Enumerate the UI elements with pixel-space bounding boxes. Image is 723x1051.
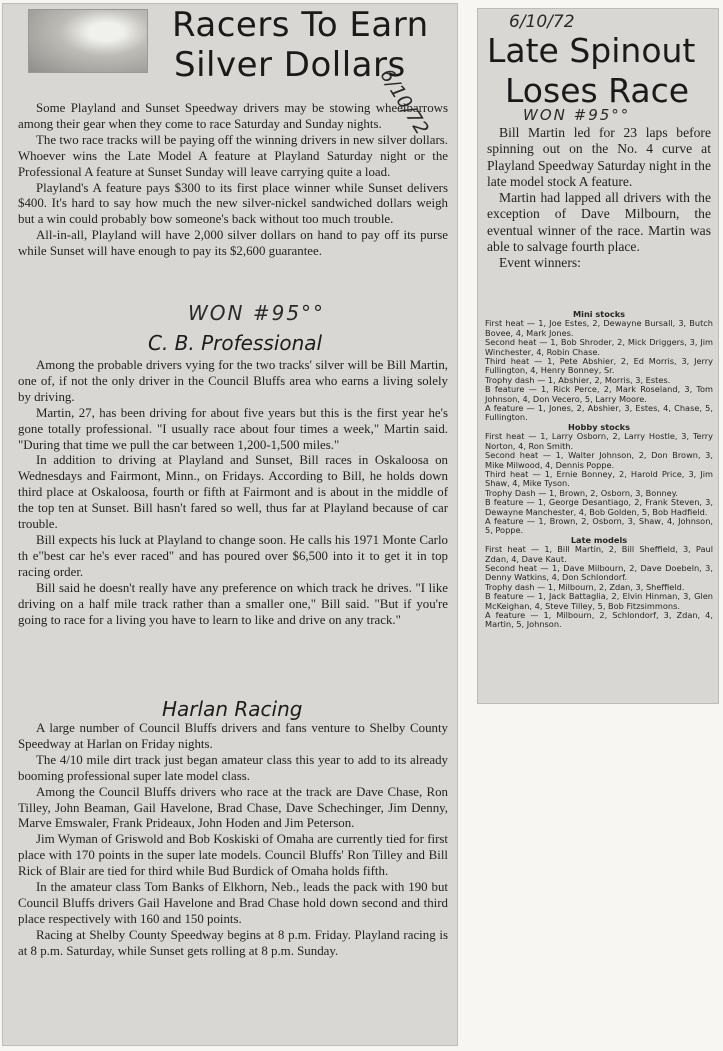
right-headline-line1: Late Spinout (487, 31, 696, 70)
result-line: A feature — 1, Milbourn, 2, Schlondorf, 3, Zdan, 4, Martin, 5, Johnson. (485, 610, 713, 630)
result-line: Third heat — 1, Pete Abshier, 2, Ed Morris, 3, Jerry Fullington, 4, Henry Bonney, Sr. (485, 356, 713, 376)
left-body-section-3 (18, 721, 448, 960)
paragraph: The 4/10 mile dirt track just began amateur class this year to add to its already booming professional super late model class. (18, 752, 448, 783)
right-handwritten-date: 6/10/72 (509, 12, 575, 32)
left-article-clipping (2, 3, 458, 1046)
paragraph: In addition to driving at Playland and Sunset, Bill races in Oskaloosa on Wednesdays and Fairmont, Minn., on Fridays. According to Bill, he holds down third place at Oskaloosa, fourth or fifth at Fairmont and is about in the middle of the top ten at Sunset. Bill hasn't fared so well, thus far at Playland because of car trouble. (18, 453, 448, 532)
paragraph: Some Playland and Sunset Speedway drivers may be stowing wheelbarrows among their gear when they come to race Saturday and Sunday nights. (18, 101, 448, 131)
paragraph: Event winners: (499, 255, 581, 271)
result-line: Trophy Dash — 1, Brown, 2, Osborn, 3, Bonney. (485, 487, 678, 498)
result-line: Second heat — 1, Walter Johnson, 2, Don Brown, 3, Mike Milwood, 4, Dennis Poppe. (485, 450, 713, 470)
result-line: B feature — 1, Rick Perce, 2, Mark Roseland, 3, Tom Johnson, 4, Don Vecero, 5, Larry Moore. (485, 384, 713, 404)
paragraph: In the amateur class Tom Banks of Elkhorn, Neb., leads the pack with 190 but Council Bluffs drivers Gail Havelone and Brad Chase hold down second and third place respectively with 160 and 150 points. (18, 880, 448, 926)
paragraph: Among the probable drivers vying for the two tracks' silver will be Bill Martin, one of, if not the only driver in the Council Bluffs area who earns a living solely by driving. (18, 358, 448, 404)
paragraph: Racing at Shelby County Speedway begins at 8 p.m. Friday. Playland racing is at 8 p.m. Saturday, while Sunset gets rolling at 8 p.m. Sunday. (18, 927, 448, 958)
left-body-section-1 (18, 101, 448, 260)
result-line: Trophy dash — 1, Abshier, 2, Morris, 3, Estes. (485, 374, 671, 385)
result-line: First heat — 1, Larry Osborn, 2, Larry Hostle, 3, Terry Norton, 4, Ron Smith. (485, 431, 713, 451)
subhead-harlan-racing: Harlan Racing (162, 697, 303, 721)
result-line: Second heat — 1, Bob Shroder, 2, Mick Driggers, 3, Jim Winchester, 4, Robin Chase. (485, 337, 713, 357)
result-line: A feature — 1, Jones, 2, Abshier, 3, Estes, 4, Chase, 5, Fullington. (485, 403, 713, 423)
paragraph: Martin had lapped all drivers with the exception of Dave Milbourn, the eventual winner of the race. Martin was able to salvage fourth place. (487, 190, 711, 255)
event-results (485, 310, 713, 630)
result-line: B feature — 1, Jack Battaglia, 2, Elvin Hinman, 3, Glen McKeighan, 4, Steve Tilley, 5, Bob Fitzsimmons. (485, 591, 713, 611)
left-handwritten-date: 6/10/72 (375, 65, 433, 139)
paragraph: Bill Martin led for 23 laps before spinning out on the No. 4 curve at Playland Speedway Saturday night in the late model stock A feature. (487, 125, 711, 189)
left-body-section-2 (18, 358, 448, 628)
left-handwritten-won: WON #95°° (188, 301, 326, 325)
right-article-clipping (477, 8, 719, 704)
left-headline-line2: Silver Dollars (174, 45, 406, 85)
paragraph: A large number of Council Bluffs drivers and fans venture to Shelby County Speedway at Harlan on Friday nights. (18, 721, 448, 751)
paragraph: Bill said he doesn't really have any preference on which track he drives. "I like driving on a half mile track rather than a smaller one," Bill said. "But if you're going to race for a living you have to learn to like and drive on any track." (18, 580, 448, 627)
paragraph: All-in-all, Playland will have 2,000 silver dollars on hand to pay off its purse while Sunset will have enough to pay its $2,600 guarantee. (18, 228, 448, 259)
paragraph: The two race tracks will be paying off the winning drivers in new silver dollars. Whoever wins the Late Model A feature at Playland Saturday night or the Professional A feature at Sunset Sunday will leave carrying quite a load. (18, 132, 448, 179)
paragraph: Playland's A feature pays $300 to its first place winner while Sunset delivers $400. It's hard to say how much the new silver-nickel sandwiched dollars weigh but a win could probably bow someone's back without too much trouble. (18, 180, 448, 227)
paragraph: Among the Council Bluffs drivers who race at the track are Dave Chase, Ron Tilley, John Beaman, Gail Havelone, Brad Chase, Dave Schechinger, Jim Denny, Marve Emswaler, Frank Prideaux, John Hoden and Jim Peterson. (18, 784, 448, 831)
results-class-heading: Late models (570, 534, 628, 545)
results-class-heading: Hobby stocks (568, 421, 630, 432)
result-line: Trophy dash — 1, Milbourn, 2, Zdan, 3, Sheffield. (485, 581, 685, 592)
subhead-cb-professional: C. B. Professional (148, 331, 323, 355)
right-body (487, 125, 711, 272)
result-line: Second heat — 1, Dave Milbourn, 2, Dave Doebeln, 3, Denny Watkins, 4, Don Schlondorf. (485, 562, 713, 583)
right-headline-line2: Loses Race (505, 71, 690, 110)
paragraph: Bill expects his luck at Playland to change soon. He calls his 1971 Monte Carlo th e"best car he's ever raced" and has poured over $6,500 into it to get it in top racing order. (18, 532, 448, 579)
result-line: First heat — 1, Bill Martin, 2, Bill Sheffield, 3, Paul Zdan, 4, Dave Kaut. (485, 544, 713, 564)
results-class-heading: Mini stocks (572, 309, 626, 319)
result-line: First heat — 1, Joe Estes, 2, Dewayne Bursall, 3, Butch Bovee, 4, Mark Jones. (485, 318, 713, 338)
left-headline-line1: Racers To Earn (172, 5, 429, 45)
result-line: Third heat — 1, Ernie Bonney, 2, Harold Price, 3, Jim Shaw, 4, Mike Tyson. (485, 468, 713, 489)
paragraph: Martin, 27, has been driving for about five years but this is the first year he's gone totally professional. "I usually race about four times a week," Martin said. "During that time we pull the car between 1,200-1,500 miles." (18, 405, 448, 452)
result-line: B feature — 1, George Desantiago, 2, Frank Steven, 3, Dewayne Manchester, 4, Bob Golden, 5, Bob Hadfield. (485, 497, 713, 517)
paragraph: Jim Wyman of Griswold and Bob Koskiski of Omaha are currently tied for first place with 170 points in the super late models. Council Bluffs' Ron Tilley and Bill Rick of Blair are tied for third while Bud Burdick of Omaha holds fifth. (18, 832, 448, 879)
result-line: A feature — 1, Brown, 2, Osborn, 3, Shaw, 4, Johnson, 5, Poppe. (485, 515, 713, 536)
headline-photo (28, 9, 148, 73)
right-handwritten-won: WON #95°° (523, 106, 631, 124)
